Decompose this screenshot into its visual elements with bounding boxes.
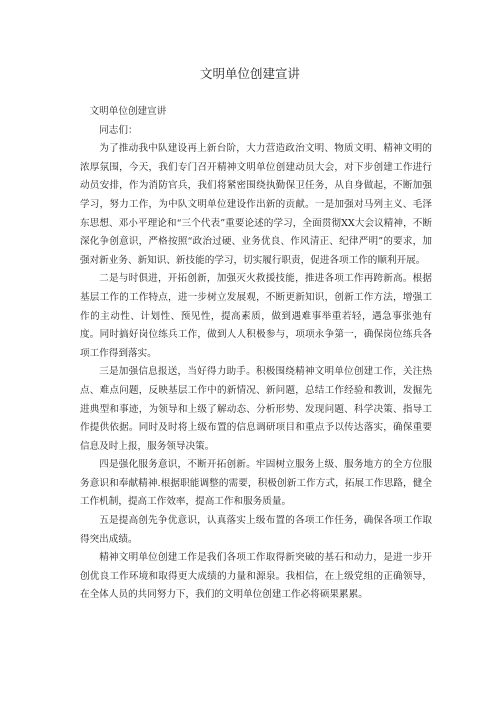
greeting: 同志们： [99,124,138,136]
document-subtitle: 文明单位创建宣讲 [89,106,167,117]
paragraph-4: 四是强化服务意识，不断开拓创新。牢固树立服务上级、服务地方的全方位服务意识和奉献精神.根据职能调整的需要，积极创新工作方式，拓展工作思路，健全工作机制，提高工作效率，提高工作和服务质量。 [80,459,432,508]
paragraph-3: 三是加强信息报送，当好得力助手。积极围绕精神文明单位创建工作，关注热点、难点问题，反映基层工作中的新情况、新问题，总结工作经验和教训，发掘先进典型和事迹，为领导和上级了解动态、分析形势、发现问题、科学决策、指导工作提供依据。同时及时将上级布置的信息调研项目和重点予以传达落实，确保重要信息及时上报，服务领导决策。 [80,366,432,452]
document-body [80,103,432,605]
paragraph-2: 二是与时俱进，开拓创新，加强灭火救援技能，推进各项工作再跨新高。根据基层工作的工作特点，进一步树立发展观，不断更新知识，创新工作方法，增强工作的主动性、计划性、预见性，提高素质，做到遇难事举重若轻，遇急事张弛有度。同时搞好岗位练兵工作，做到人人积极参与，项项永争第一，确保岗位练兵各项工作得到落实。 [80,273,432,359]
paragraph-1: 为了推动我中队建设再上新台阶，大力营造政治文明、物质文明、精神文明的浓厚氛围，今天，我们专门召开精神文明单位创建动员大会，对下步创建工作进行动员安排，作为消防官兵，我们将紧密围绕执勤保卫任务，从自身做起，不断加强学习，努力工作，为中队文明单位建设作出新的贡献。一是加强对马列主义、毛泽东思想、邓小平理论和“三个代表”重要论述的学习，全面贯彻XX大会议精神，不断深化争创意识，严格按照“政治过硬、业务优良、作风清正、纪律严明”的要求，加强对新业务、新知识、新技能的学习，切实履行职责，促进各项工作的顺利开展。 [80,143,432,266]
document-title: 文明单位创建宣讲 [199,66,300,81]
paragraph-5: 五是提高创先争优意识，认真落实上级布置的各项工作任务，确保各项工作取得突出成绩。 [80,515,432,545]
paragraph-6: 精神文明单位创建工作是我们各项工作取得新突破的基石和动力，是进一步开创优良工作环境和取得更大成绩的力量和源泉。我相信，在上级党组的正确领导，在全体人员的共同努力下，我们的文明单位创建工作必将硕果累累。 [80,552,432,601]
